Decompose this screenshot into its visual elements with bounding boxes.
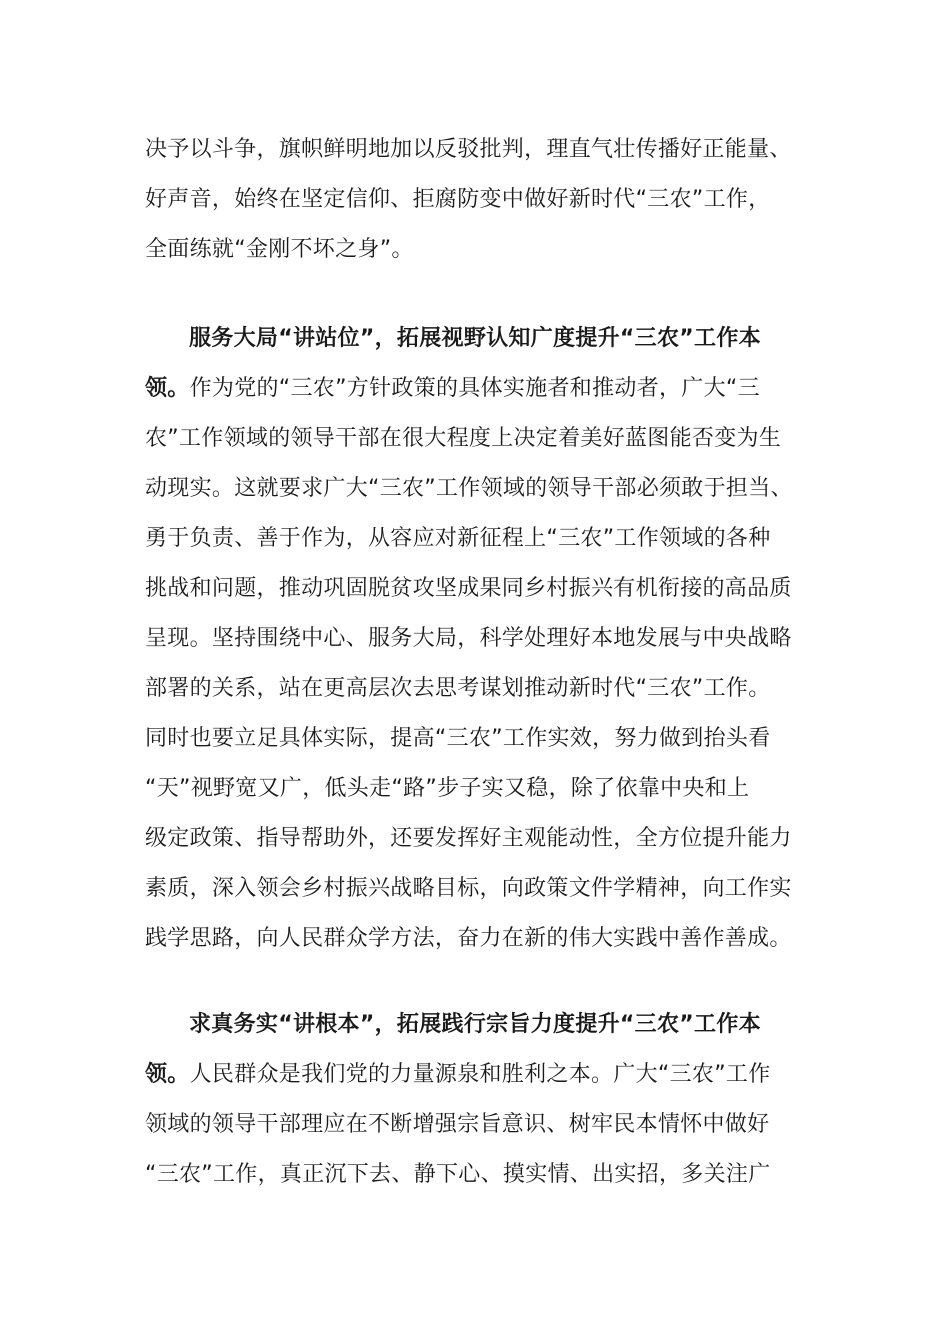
section-heading: 服务大局“讲站位”，拓展视野认知广度提升“三农”工作本	[189, 326, 761, 351]
paragraph-line: 决予以斗争，旗帜鲜明地加以反驳批判，理直气壮传播好正能量、	[145, 137, 792, 162]
paragraph-line: 领域的领导干部理应在不断增强宗旨意识、树牢民本情怀中做好	[145, 1112, 770, 1137]
paragraph-line: 践学思路，向人民群众学方法，奋力在新的伟大实践中善作善成。	[145, 926, 792, 951]
paragraph-line: “天”视野宽又广，低头走“路”步子实又稳，除了依靠中央和上	[145, 776, 750, 801]
paragraph-line: 部署的关系，站在更高层次去思考谋划推动新时代“三农”工作。	[145, 676, 771, 701]
paragraph-line: 级定政策、指导帮助外，还要发挥好主观能动性，全方位提升能力	[145, 826, 792, 851]
paragraph-line: 勇于负责、善于作为，从容应对新征程上“三农”工作领域的各种	[145, 526, 771, 551]
paragraph-text: 人民群众是我们党的力量源泉和胜利之本。广大“三农”工作	[189, 1062, 771, 1087]
paragraph-line: 挑战和问题，推动巩固脱贫攻坚成果同乡村振兴有机衔接的高品质	[145, 576, 792, 601]
paragraph-line: 动现实。这就要求广大“三农”工作领域的领导干部必须敢于担当、	[145, 476, 793, 501]
paragraph-line	[145, 374, 760, 404]
paragraph-line: “三农”工作，真正沉下去、静下心、摸实情、出实招，多关注广	[145, 1162, 771, 1187]
paragraph-line: 全面练就“金刚不坏之身”。	[145, 237, 414, 262]
paragraph-line: 农”工作领域的领导干部在很大程度上决定着美好蓝图能否变为生	[145, 426, 782, 451]
section-heading-tail: 领。	[145, 1062, 190, 1087]
section-heading-tail: 领。	[145, 376, 190, 401]
paragraph-text: 作为党的“三农”方针政策的具体实施者和推动者，广大“三	[189, 376, 760, 401]
paragraph-line: 同时也要立足具体实际，提高“三农”工作实效，努力做到抬头看	[145, 726, 771, 751]
paragraph-line: 呈现。坚持围绕中心、服务大局，科学处理好本地发展与中央战略	[145, 626, 792, 651]
paragraph-line: 好声音，始终在坚定信仰、拒腐防变中做好新时代“三农”工作，	[145, 187, 771, 212]
paragraph-line: 素质，深入领会乡村振兴战略目标，向政策文件学精神，向工作实	[145, 876, 792, 901]
section-heading: 求真务实“讲根本”，拓展践行宗旨力度提升“三农”工作本	[189, 1012, 761, 1037]
paragraph-line	[145, 1060, 771, 1090]
